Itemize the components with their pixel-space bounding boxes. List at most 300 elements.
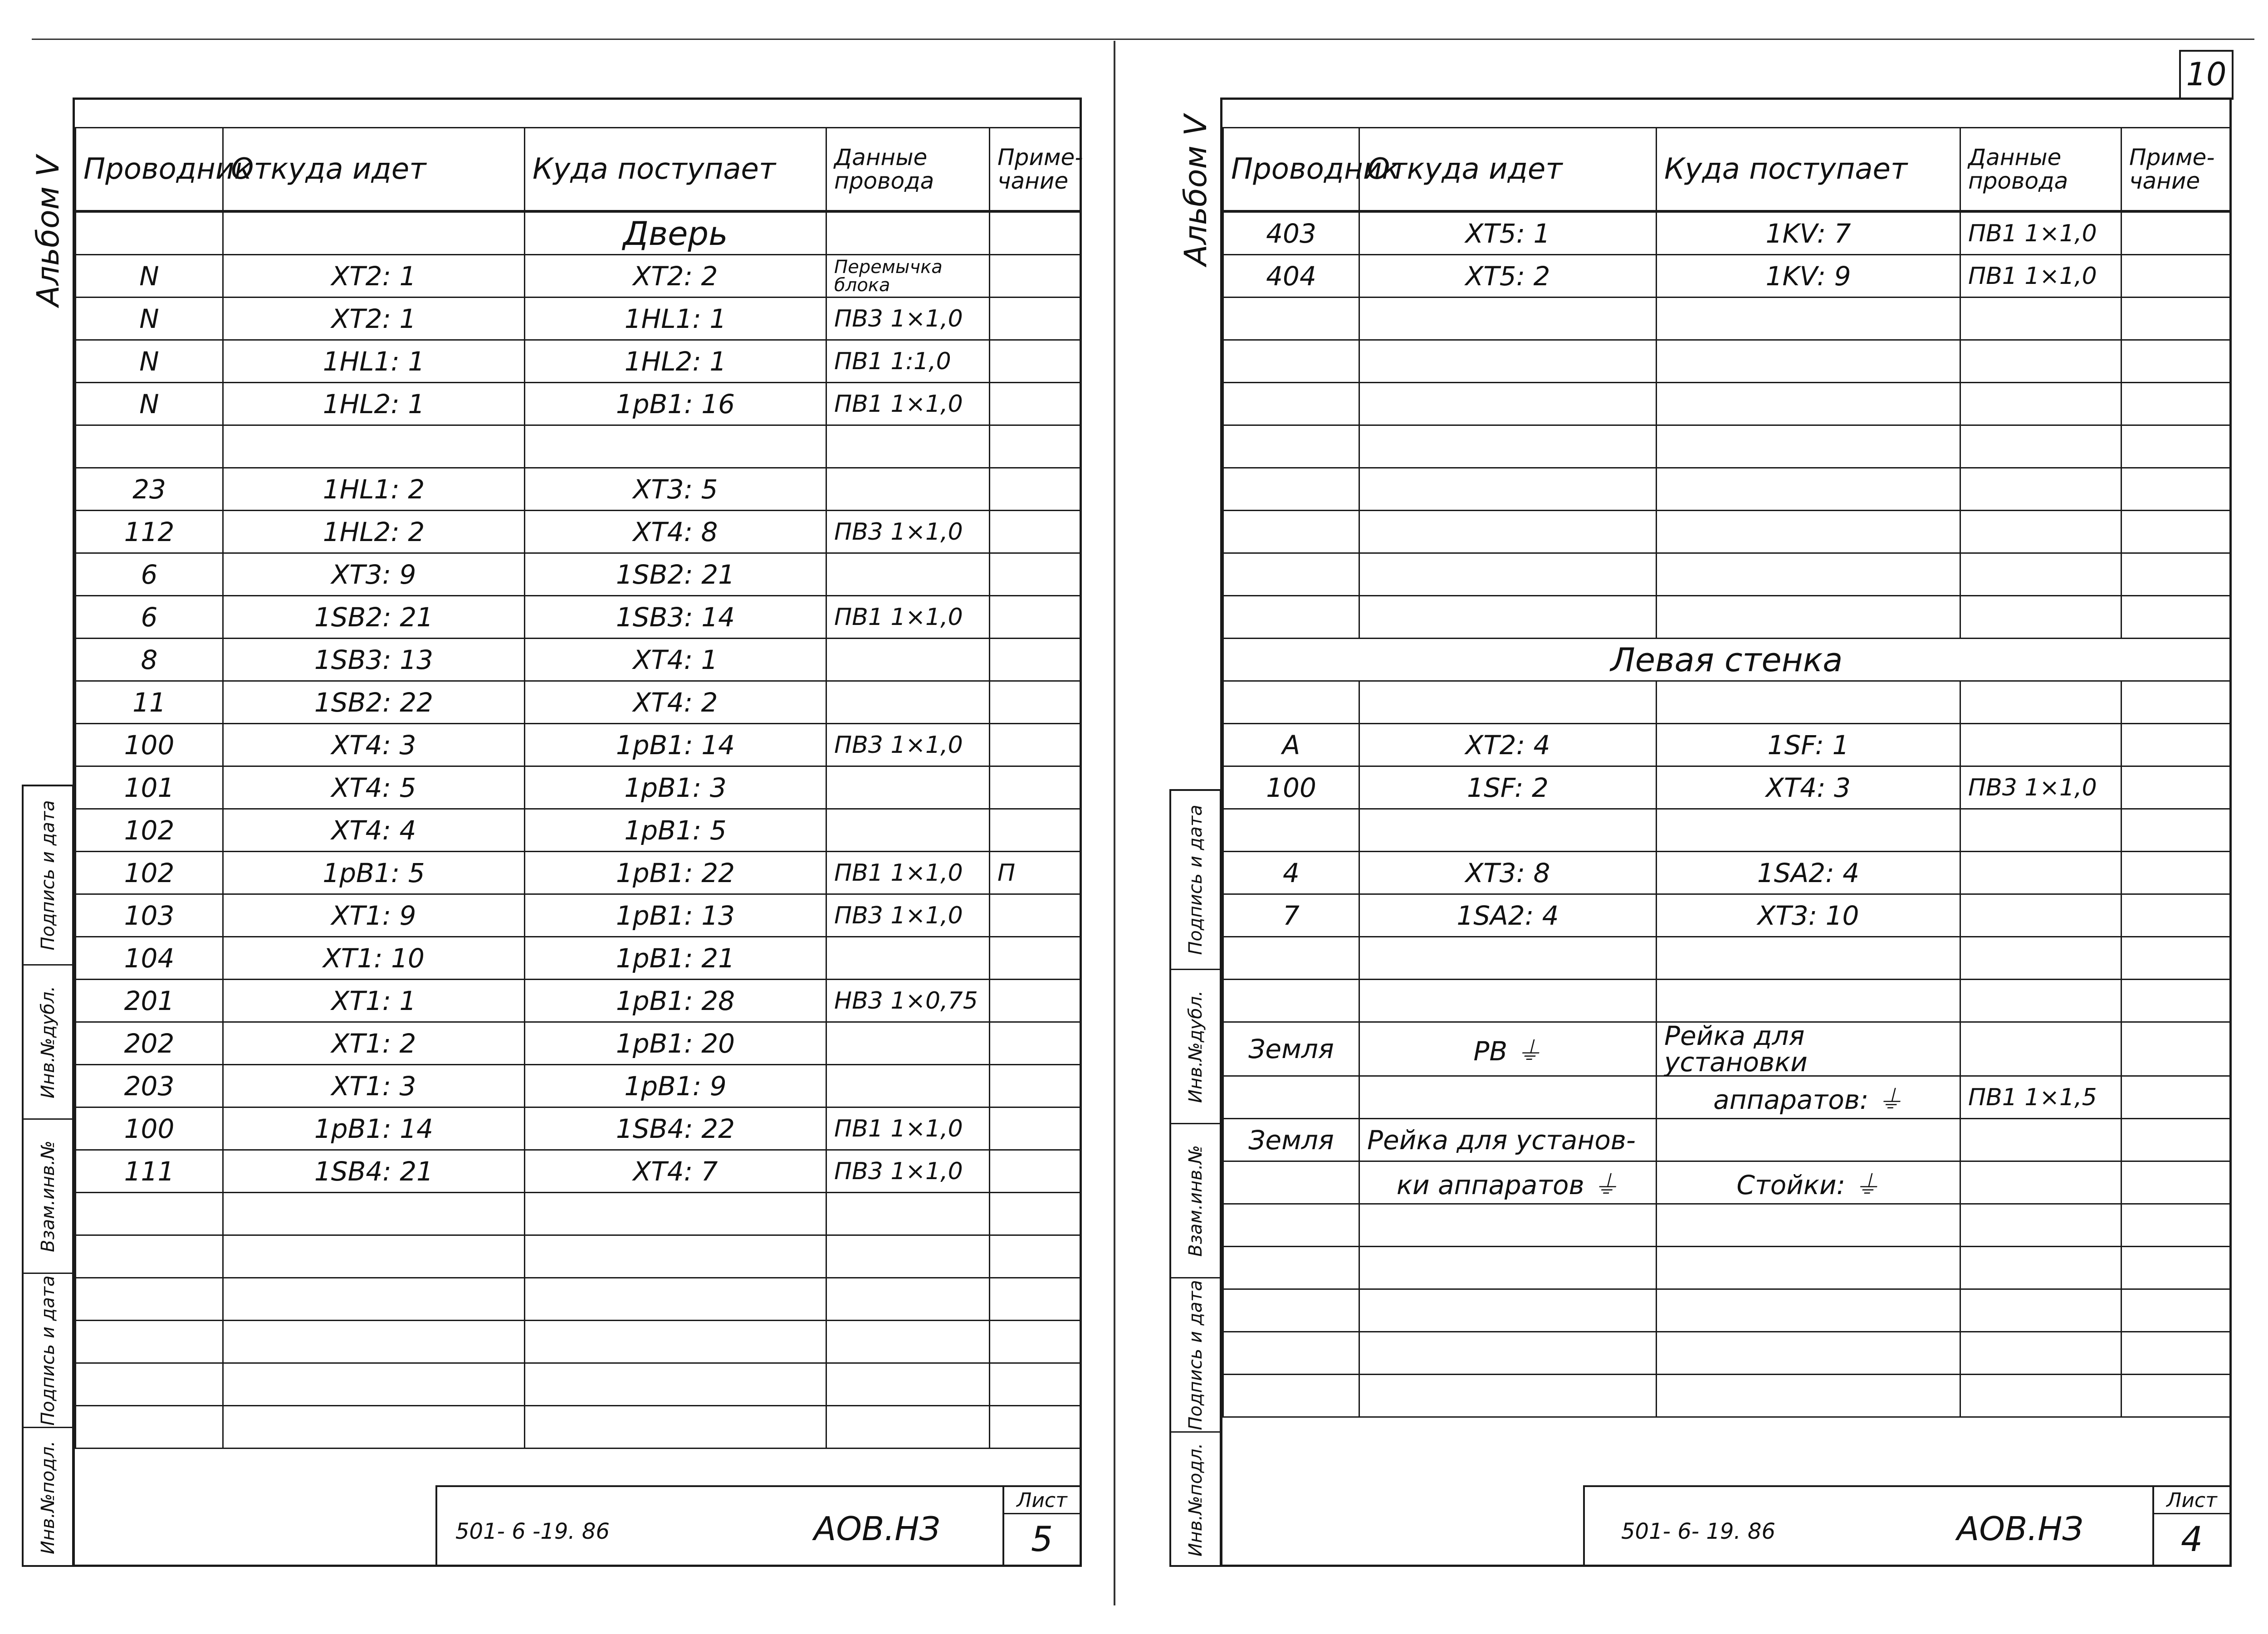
section-row <box>76 211 1080 255</box>
cell-from: 1HL1: 1 <box>223 340 525 383</box>
cell-data <box>1960 980 2121 1022</box>
cell-data <box>1960 724 2121 766</box>
cell-wire: 100 <box>76 1107 223 1150</box>
cell-to <box>1657 1289 1960 1332</box>
cell-note <box>990 1022 1080 1065</box>
table-row <box>76 894 1080 937</box>
cell-note <box>990 298 1080 340</box>
cell-wire <box>1223 340 1359 383</box>
cell-data <box>1960 681 2121 724</box>
cell-to <box>1657 809 1960 852</box>
sheet-label: Лист <box>1002 1487 1080 1514</box>
cell-to: XT4: 3 <box>1657 766 1960 809</box>
cell-from <box>223 1278 525 1321</box>
cell-wire: 202 <box>76 1022 223 1065</box>
table-row <box>1223 894 2230 937</box>
cell-data <box>1960 383 2121 425</box>
cell-data <box>1960 1161 2121 1204</box>
cell-to: 1pB1: 5 <box>525 809 826 852</box>
cell-wire: 103 <box>76 894 223 937</box>
cell-to: 1pB1: 20 <box>525 1022 826 1065</box>
cell-to <box>1657 1375 1960 1417</box>
table-row <box>76 1235 1080 1278</box>
cell-from <box>223 1193 525 1235</box>
cell-from: 1HL2: 2 <box>223 511 525 553</box>
side-strip-cell: Подпись и дата <box>37 1275 59 1426</box>
top-border-line <box>32 39 2254 40</box>
cell-note <box>990 425 1080 468</box>
cell-from: XT2: 1 <box>223 298 525 340</box>
cell-note <box>990 255 1080 298</box>
cell-data <box>826 1193 990 1235</box>
cell-wire: N <box>76 298 223 340</box>
cell-wire <box>76 1278 223 1321</box>
cell-data <box>1960 553 2121 596</box>
table-row <box>1223 681 2230 724</box>
album-label-left: Альбом Ⅴ <box>30 155 67 307</box>
cell-note <box>990 980 1080 1022</box>
header-data: Данные провода <box>826 128 990 212</box>
cell-data <box>826 1363 990 1406</box>
cell-wire <box>1223 681 1359 724</box>
cell-data: ПВ1 1×1,0 <box>1960 255 2121 298</box>
cell-data: ПВ1 1×1,0 <box>826 383 990 425</box>
cell-wire: 23 <box>76 468 223 511</box>
cell-from <box>1359 937 1657 980</box>
cell-note <box>2121 553 2230 596</box>
wiring-table-body-right <box>1223 211 2230 1417</box>
table-row <box>1223 255 2230 298</box>
table-row <box>76 1321 1080 1363</box>
cell-to: XT3: 10 <box>1657 894 1960 937</box>
table-row <box>76 766 1080 809</box>
cell-data <box>1960 1289 2121 1332</box>
cell-data: ПВ1 1×1,0 <box>826 852 990 894</box>
side-strip-cell: Инв.№дубл. <box>1185 990 1206 1103</box>
cell-note <box>990 1150 1080 1193</box>
page-fold-line <box>1114 41 1115 1605</box>
table-row <box>1223 1161 2230 1204</box>
sheet-left <box>73 98 1082 1567</box>
cell-note <box>2121 596 2230 639</box>
table-row <box>76 1150 1080 1193</box>
cell-from <box>223 425 525 468</box>
cell-from: XT4: 3 <box>223 724 525 766</box>
album-label-right: Альбом Ⅴ <box>1178 114 1214 266</box>
table-row <box>1223 724 2230 766</box>
cell-to <box>1657 340 1960 383</box>
cell-from <box>1359 298 1657 340</box>
cell-wire <box>76 1193 223 1235</box>
cell-data <box>1960 1204 2121 1247</box>
side-strip-cell: Взам.инв.№ <box>37 1140 59 1252</box>
table-row <box>1223 468 2230 511</box>
cell-note <box>990 639 1080 681</box>
sheet-right <box>1220 98 2232 1567</box>
cell-data: НВ3 1×0,75 <box>826 980 990 1022</box>
cell-wire <box>1223 425 1359 468</box>
cell-wire: 4 <box>1223 852 1359 894</box>
cell-data: ПВ3 1×1,0 <box>826 724 990 766</box>
cell-data: ПВ1 1×1,0 <box>826 596 990 639</box>
cell-data <box>1960 1022 2121 1076</box>
cell-note <box>990 511 1080 553</box>
cell-note <box>990 809 1080 852</box>
side-strip-cell: Взам.инв.№ <box>1185 1145 1206 1257</box>
table-row <box>76 298 1080 340</box>
cell-note <box>2121 1022 2230 1076</box>
cell-wire: 6 <box>76 596 223 639</box>
cell-to: 1pB1: 28 <box>525 980 826 1022</box>
cell-to: 1SB4: 22 <box>525 1107 826 1150</box>
table-row <box>76 639 1080 681</box>
cell-to: 1KV: 7 <box>1657 211 1960 255</box>
cell-wire: 100 <box>1223 766 1359 809</box>
cell-from: XT2: 1 <box>223 255 525 298</box>
cell-data: ПВ3 1×1,0 <box>826 511 990 553</box>
cell-from <box>1359 553 1657 596</box>
cell-from: ки аппаратов ⏚ <box>1359 1161 1657 1204</box>
cell-to: 1pB1: 9 <box>525 1065 826 1107</box>
cell-note <box>990 1107 1080 1150</box>
cell-to <box>1657 1247 1960 1289</box>
cell-to <box>1657 937 1960 980</box>
cell-data <box>1960 468 2121 511</box>
cell-note <box>990 1235 1080 1278</box>
title-block-right <box>1583 1485 2229 1565</box>
cell-wire: Земля <box>1223 1022 1359 1076</box>
table-row <box>1223 211 2230 255</box>
cell-note <box>2121 894 2230 937</box>
cell-to <box>1657 1332 1960 1375</box>
cell-note <box>2121 766 2230 809</box>
cell-wire: 111 <box>76 1150 223 1193</box>
wiring-table-body-left <box>76 211 1080 1449</box>
cell-note <box>2121 1076 2230 1119</box>
cell-note <box>990 553 1080 596</box>
cell-from <box>1359 980 1657 1022</box>
cell-to <box>525 1363 826 1406</box>
cell-data: ПВ3 1×1,0 <box>826 298 990 340</box>
cell-data <box>826 1321 990 1363</box>
header-from: Откуда идет <box>1359 128 1657 212</box>
side-strip-left <box>22 785 74 1567</box>
cell-wire <box>1223 1375 1359 1417</box>
table-row <box>1223 383 2230 425</box>
document-mark: АОВ.НЗ <box>1957 1510 2083 1548</box>
cell-data <box>1960 596 2121 639</box>
cell-to: 1SF: 1 <box>1657 724 1960 766</box>
cell-to: 1pB1: 14 <box>525 724 826 766</box>
cell-from <box>1359 468 1657 511</box>
table-row <box>1223 766 2230 809</box>
cell-wire <box>1223 809 1359 852</box>
section-title: Левая стенка <box>1223 639 2230 681</box>
cell-wire: 102 <box>76 852 223 894</box>
cell-data <box>826 639 990 681</box>
cell-to: XT2: 2 <box>525 255 826 298</box>
cell-note <box>2121 980 2230 1022</box>
cell-wire: 101 <box>76 766 223 809</box>
table-row <box>1223 1119 2230 1161</box>
cell-data: Перемычка блока <box>826 255 990 298</box>
cell-note <box>990 1321 1080 1363</box>
table-row <box>76 809 1080 852</box>
header-to: Куда поступает <box>1657 128 1960 212</box>
side-strip-cell: Инв.№дубл. <box>37 985 59 1098</box>
side-strip-cell: Подпись и дата <box>37 800 59 951</box>
cell-from: 1pB1: 5 <box>223 852 525 894</box>
cell-note <box>2121 809 2230 852</box>
table-row <box>76 425 1080 468</box>
cell-data: ПВ3 1×1,0 <box>826 1150 990 1193</box>
cell-to <box>1657 298 1960 340</box>
cell-data <box>826 937 990 980</box>
cell-note <box>990 1278 1080 1321</box>
cell-from: 1SF: 2 <box>1359 766 1657 809</box>
cell-from <box>1359 1204 1657 1247</box>
cell-wire: N <box>76 340 223 383</box>
document-code: 501- 6- 19. 86 <box>1621 1519 1775 1544</box>
cell-wire <box>76 425 223 468</box>
cell-to <box>1657 468 1960 511</box>
cell-wire: 203 <box>76 1065 223 1107</box>
cell-wire <box>1223 383 1359 425</box>
table-row <box>76 1406 1080 1449</box>
cell-wire <box>1223 1247 1359 1289</box>
cell-wire: 11 <box>76 681 223 724</box>
cell-from <box>1359 1289 1657 1332</box>
cell-note <box>2121 1204 2230 1247</box>
table-row <box>76 340 1080 383</box>
cell-to <box>525 1406 826 1449</box>
cell-note <box>2121 255 2230 298</box>
table-row <box>76 383 1080 425</box>
title-block-left <box>435 1485 1080 1565</box>
cell-wire: 7 <box>1223 894 1359 937</box>
cell-data <box>1960 937 2121 980</box>
cell-note <box>2121 1375 2230 1417</box>
table-row <box>76 724 1080 766</box>
cell-note <box>2121 681 2230 724</box>
cell-from: 1HL1: 2 <box>223 468 525 511</box>
table-row <box>1223 1332 2230 1375</box>
cell-to: XT4: 8 <box>525 511 826 553</box>
cell-note <box>990 894 1080 937</box>
cell-data <box>1960 894 2121 937</box>
cell-to: XT3: 5 <box>525 468 826 511</box>
cell-from <box>1359 1076 1657 1119</box>
cell-to: 1pB1: 16 <box>525 383 826 425</box>
cell-data <box>826 1406 990 1449</box>
table-row <box>76 852 1080 894</box>
cell-data <box>1960 1119 2121 1161</box>
cell-wire <box>1223 1204 1359 1247</box>
cell-from: XT2: 4 <box>1359 724 1657 766</box>
table-row <box>1223 511 2230 553</box>
cell-from: XT3: 8 <box>1359 852 1657 894</box>
cell-from: XT1: 3 <box>223 1065 525 1107</box>
cell-note <box>990 766 1080 809</box>
cell-wire <box>1223 980 1359 1022</box>
cell-wire: N <box>76 255 223 298</box>
cell-data <box>826 766 990 809</box>
cell-from <box>1359 809 1657 852</box>
header-note: Приме-чание <box>2121 128 2230 212</box>
sheet-label: Лист <box>2152 1487 2229 1514</box>
cell-to <box>1657 553 1960 596</box>
table-row <box>1223 852 2230 894</box>
section-title: Дверь <box>525 211 826 255</box>
table-row <box>1223 809 2230 852</box>
cell-from: XT3: 9 <box>223 553 525 596</box>
table-row <box>76 980 1080 1022</box>
cell-data <box>826 681 990 724</box>
cell-from: 1SB4: 21 <box>223 1150 525 1193</box>
cell-from: 1SB3: 13 <box>223 639 525 681</box>
table-row <box>76 1363 1080 1406</box>
cell-to <box>525 1278 826 1321</box>
table-row <box>76 468 1080 511</box>
cell-to <box>525 1321 826 1363</box>
cell-note <box>990 596 1080 639</box>
cell-wire <box>1223 1332 1359 1375</box>
cell-from <box>1359 1247 1657 1289</box>
cell-note <box>990 340 1080 383</box>
cell-to: 1pB1: 13 <box>525 894 826 937</box>
header-wire: Проводник <box>1223 128 1359 212</box>
cell-data <box>826 553 990 596</box>
cell-data: ПВ1 1×1,0 <box>1960 211 2121 255</box>
cell-note <box>990 1406 1080 1449</box>
cell-to: аппаратов: ⏚ <box>1657 1076 1960 1119</box>
header-wire: Проводник <box>76 128 223 212</box>
table-row <box>76 596 1080 639</box>
table-row <box>1223 553 2230 596</box>
table-row <box>1223 1247 2230 1289</box>
cell-note <box>2121 211 2230 255</box>
header-from: Откуда идет <box>223 128 525 212</box>
cell-wire <box>76 1406 223 1449</box>
cell-to: 1SB3: 14 <box>525 596 826 639</box>
side-strip-cell: Подпись и дата <box>1185 1279 1206 1430</box>
cell-data: ПВ1 1:1,0 <box>826 340 990 383</box>
cell-to <box>1657 1204 1960 1247</box>
cell-to: XT4: 7 <box>525 1150 826 1193</box>
table-row <box>76 511 1080 553</box>
cell-note <box>990 724 1080 766</box>
table-row <box>1223 1375 2230 1417</box>
cell-data <box>1960 298 2121 340</box>
cell-from <box>223 1321 525 1363</box>
cell-wire: 8 <box>76 639 223 681</box>
table-row <box>76 255 1080 298</box>
cell-wire <box>1223 937 1359 980</box>
cell-note <box>2121 937 2230 980</box>
header-note: Приме-чание <box>990 128 1080 212</box>
cell-to <box>1657 511 1960 553</box>
cell-from <box>223 1363 525 1406</box>
cell-data: ПВ3 1×1,0 <box>826 894 990 937</box>
side-strip-cell: Подпись и дата <box>1185 805 1206 955</box>
cell-note: П <box>990 852 1080 894</box>
cell-wire <box>76 1321 223 1363</box>
cell-to <box>525 1193 826 1235</box>
table-header-row <box>76 128 1080 212</box>
sheet-number: 5 <box>1002 1514 1080 1566</box>
cell-to <box>1657 383 1960 425</box>
document-code: 501- 6 -19. 86 <box>455 1519 610 1544</box>
cell-from: XT5: 2 <box>1359 255 1657 298</box>
cell-from <box>1359 681 1657 724</box>
cell-data <box>1960 809 2121 852</box>
cell-from: 1SB2: 22 <box>223 681 525 724</box>
wiring-table-right <box>1222 127 2231 1418</box>
cell-wire: 404 <box>1223 255 1359 298</box>
cell-data: ПВ1 1×1,0 <box>826 1107 990 1150</box>
table-row <box>76 937 1080 980</box>
table-row <box>1223 340 2230 383</box>
cell-from: XT1: 1 <box>223 980 525 1022</box>
cell-note <box>990 468 1080 511</box>
cell-from: XT1: 10 <box>223 937 525 980</box>
cell-wire: 100 <box>76 724 223 766</box>
header-to: Куда поступает <box>525 128 826 212</box>
cell-to: Стойки: ⏚ <box>1657 1161 1960 1204</box>
cell-from <box>223 1235 525 1278</box>
cell-wire <box>76 1235 223 1278</box>
cell-data <box>826 809 990 852</box>
cell-to <box>1657 681 1960 724</box>
cell-from <box>1359 1375 1657 1417</box>
table-row <box>76 1193 1080 1235</box>
table-row <box>76 553 1080 596</box>
cell-to <box>1657 596 1960 639</box>
cell-to: 1pB1: 22 <box>525 852 826 894</box>
cell-wire <box>1223 1289 1359 1332</box>
cell-note <box>2121 340 2230 383</box>
cell-from: XT4: 5 <box>223 766 525 809</box>
cell-data <box>1960 1247 2121 1289</box>
table-row <box>1223 1076 2230 1119</box>
cell-to: Рейка для установки <box>1657 1022 1960 1076</box>
cell-from <box>1359 511 1657 553</box>
table-row <box>1223 1204 2230 1247</box>
cell-data <box>1960 425 2121 468</box>
table-header-row <box>1223 128 2230 212</box>
cell-wire <box>1223 468 1359 511</box>
side-strip-cell: Инв.№подл. <box>1185 1443 1206 1556</box>
table-row <box>76 681 1080 724</box>
side-strip-right <box>1169 789 1222 1567</box>
cell-wire <box>1223 511 1359 553</box>
cell-to: XT4: 1 <box>525 639 826 681</box>
cell-data <box>1960 511 2121 553</box>
table-row <box>1223 980 2230 1022</box>
cell-to <box>525 425 826 468</box>
cell-from: 1SB2: 21 <box>223 596 525 639</box>
cell-wire <box>1223 1076 1359 1119</box>
cell-wire <box>1223 596 1359 639</box>
cell-from: XT5: 1 <box>1359 211 1657 255</box>
cell-wire: 102 <box>76 809 223 852</box>
cell-note <box>2121 1332 2230 1375</box>
cell-to: 1SA2: 4 <box>1657 852 1960 894</box>
cell-from <box>1359 425 1657 468</box>
cell-from: XT1: 9 <box>223 894 525 937</box>
table-row <box>76 1278 1080 1321</box>
cell-wire: 104 <box>76 937 223 980</box>
